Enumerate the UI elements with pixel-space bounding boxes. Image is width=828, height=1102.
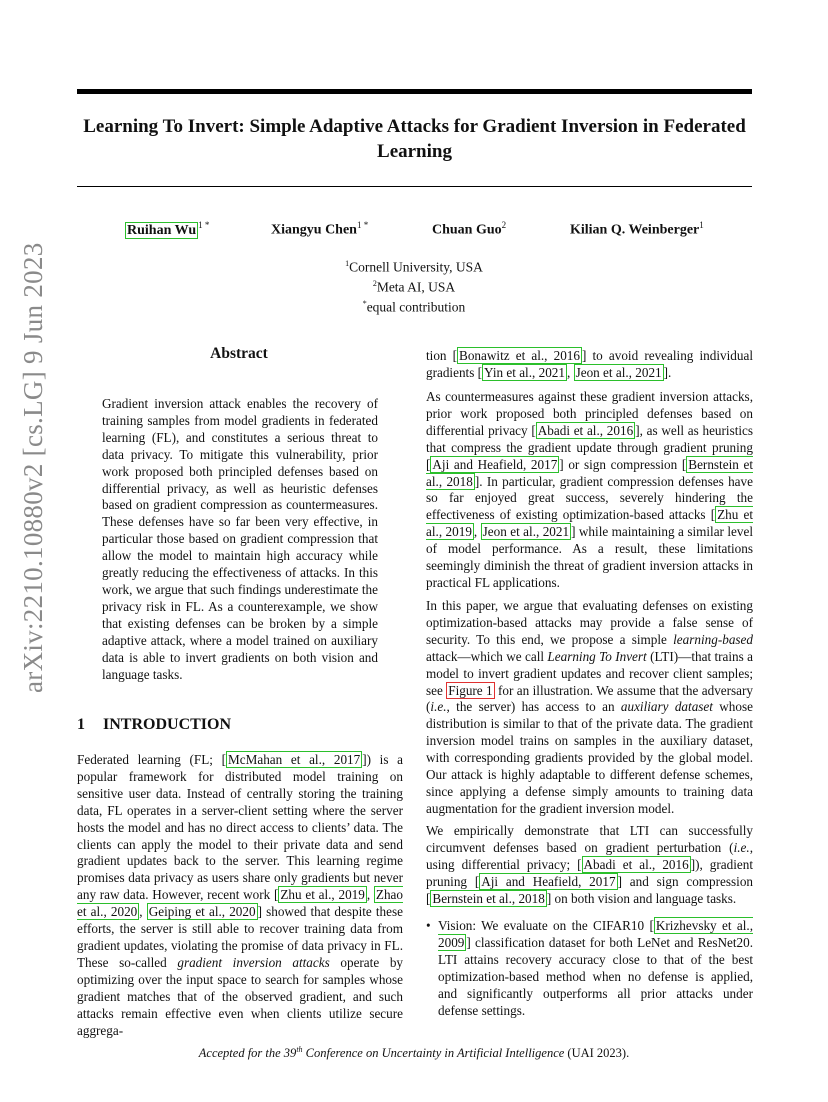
bullet-item-vision (426, 918, 753, 1019)
citation-link[interactable]: Krizhevsky et al., 2009 (438, 918, 753, 950)
citation-link[interactable]: Abadi et al., 2016 (583, 856, 689, 872)
bullet-text: Vision: We evaluate on the CIFAR10 [ Krizhevsky et al., 2009 ] classification dataset for both LeNet and ResNet20. LTI attains recovery accuracy close to that of the best optimization-based method when no defense is applied, and significantly outperforms all prior attacks under defense settings. (438, 918, 753, 1018)
citation-link[interactable]: Zhao et al., 2020 (77, 887, 404, 920)
citation-link[interactable]: Aji and Heafield, 2017 (432, 456, 558, 472)
author-3-name: Chuan Guo (432, 222, 502, 238)
citation-link[interactable]: Bernstein et al., 2018 (426, 456, 753, 489)
author-4-sup: 1 (699, 220, 704, 230)
citation-link[interactable]: Yin et al., 2021 (484, 364, 565, 380)
title-rule (77, 186, 752, 187)
citation-link[interactable]: Jeon et al., 2021 (482, 524, 570, 540)
citation-link[interactable]: Zhu et al., 2019 (426, 507, 753, 540)
citation-link[interactable]: Jeon et al., 2021 (575, 364, 662, 380)
citation-link[interactable]: Abadi et al., 2016 (537, 422, 634, 438)
section-title: INTRODUCTION (103, 716, 232, 733)
right-paragraph-1: tion [ Bonawitz et al., 2016 ] to avoid revealing individual gradients [ Yin et al., 2021 , Jeon et al., 2021 ]. (426, 348, 753, 380)
citation-link[interactable]: Bonawitz et al., 2016 (459, 348, 580, 363)
section-heading (77, 716, 231, 734)
author-3 (432, 220, 506, 239)
author-2 (271, 220, 368, 239)
author-4-name: Kilian Q. Weinberger (570, 222, 700, 238)
affiliations (220, 256, 608, 316)
citation-link[interactable]: Geiping et al., 2020 (148, 904, 256, 920)
citation-link[interactable]: Aji and Heafield, 2017 (481, 873, 616, 889)
abstract-heading: Abstract (210, 345, 268, 362)
author-1-sup: 1 * (198, 220, 210, 230)
author-1-link[interactable]: Ruihan Wu (127, 222, 197, 238)
author-4 (570, 220, 704, 239)
affiliation-2: $^2$Meta AI, USA (372, 279, 456, 295)
affiliation-1: $^1$Cornell University, USA (345, 259, 483, 275)
figure-link[interactable]: Figure 1 (448, 682, 493, 698)
affiliation-3: *equal contribution (362, 299, 466, 315)
conference-footer: Accepted for the 39th Conference on Uncertainty in Artificial Intelligence (UAI 2023). (198, 1045, 630, 1061)
arxiv-stamp: arXiv:2210.10880v2 [cs.LG] 9 Jun 2023 (18, 242, 48, 693)
citation-link[interactable]: McMahan et al., 2017 (228, 752, 361, 767)
author-2-name: Xiangyu Chen (271, 222, 357, 238)
citation-link[interactable]: Zhu et al., 2019 (280, 887, 365, 903)
top-rule (77, 89, 752, 94)
author-1 (125, 220, 209, 239)
right-paragraph-3: In this paper, we argue that evaluating defenses on existing optimization-based attacks may provide a false sense of security. To this end, we propose a simple learning-based attack—which we call Learning To Invert (LTI)—that trains a model to invert gradient updates and recover client samples; see Figure 1 for an illustration. We assume that the adversary (i.e., the server) has access to an auxiliary dataset whose distribution is similar to that of the private data. The gradient inversion model trains on samples in the auxiliary dataset, with corresponding gradients provided by the global model. Our attack is highly adaptable to different defense schemes, since applying a defense simply amounts to training data augmentation for the gradient inversion model. (426, 598, 753, 816)
author-3-sup: 2 (501, 220, 507, 230)
right-paragraph-2: As countermeasures against these gradient inversion attacks, prior work proposed both principled defenses based on differential privacy [ Abadi et al., 2016 ], as well as heuristics that compress the gradient update through gradient pruning [ Aji and Heafield, 2017 ] or sign compression [ Bernstein et al., 2018 ]. In particular, gradient compression defenses have so far enjoyed great success, severely hindering the effectiveness of existing optimization-based attacks [ Zhu et al., 2019 , Jeon et al., 2021 ] while maintaining a similar level of model performance. As a result, these limitations seemingly diminish the threat of gradient inversion attacks in practical FL applications. (426, 389, 754, 590)
right-paragraph-4: We empirically demonstrate that LTI can successfully circumvent defenses based on gradient perturbation (i.e., using differential privacy; [ Abadi et al., 2016 ]), gradient pruning [ Aji and Heafield, 2017 ] and sign compression [ Bernstein et al., 2018 ] on both vision and language tasks. (426, 823, 754, 906)
paper-title: Learning To Invert: Simple Adaptive Attacks for Gradient Inversion in Federated Learning (83, 116, 746, 162)
author-2-sup: 1 * (356, 220, 369, 230)
abstract-text: Gradient inversion attack enables the recovery of training samples from model gradients in federated learning (FL), and constitutes a serious threat to data privacy. To mitigate this vulnerability, prior work proposed both principled defenses based on differential privacy, as well as heuristic defenses based on gradient compression as countermeasures. These defenses have so far been very effective, in particular those based on gradient compression that allow the model to maintain high accuracy while greatly reducing the effectiveness of attacks. In this work, we argue that such findings underestimate the privacy risk in FL. As a counterexample, we show that existing defenses can be broken by a simple adaptive attack, where a model trained on auxiliary data is able to invert gradients on both vision and language tasks. (102, 396, 378, 682)
bullet-dot: • (426, 918, 431, 933)
section-number: 1 (77, 716, 85, 733)
intro-paragraph: Federated learning (FL; [ McMahan et al., 2017 ]) is a popular framework for distributed model training on sensitive user data. Instead of centrally storing the training data, FL operates in a server-client setting where the server hosts the model and has no direct access to clients’ data. The clients can apply the model to their private data and send gradient updates back to the server. This learning regime promises data privacy as users share only gradients but never any raw data. However, recent work [ Zhu et al., 2019 , Zhao et al., 2020 , Geiping et al., 2020 ] showed that despite these efforts, the server is still able to recover training data from gradient updates, violating the promise of data privacy in FL. These so-called gradient inversion attacks operate by optimizing over the input space to search for samples whose gradient matches that of the observed gradient, and such attacks remain effective even when clients utilize secure aggrega- (77, 752, 404, 1038)
citation-link[interactable]: Bernstein et al., 2018 (432, 890, 545, 906)
